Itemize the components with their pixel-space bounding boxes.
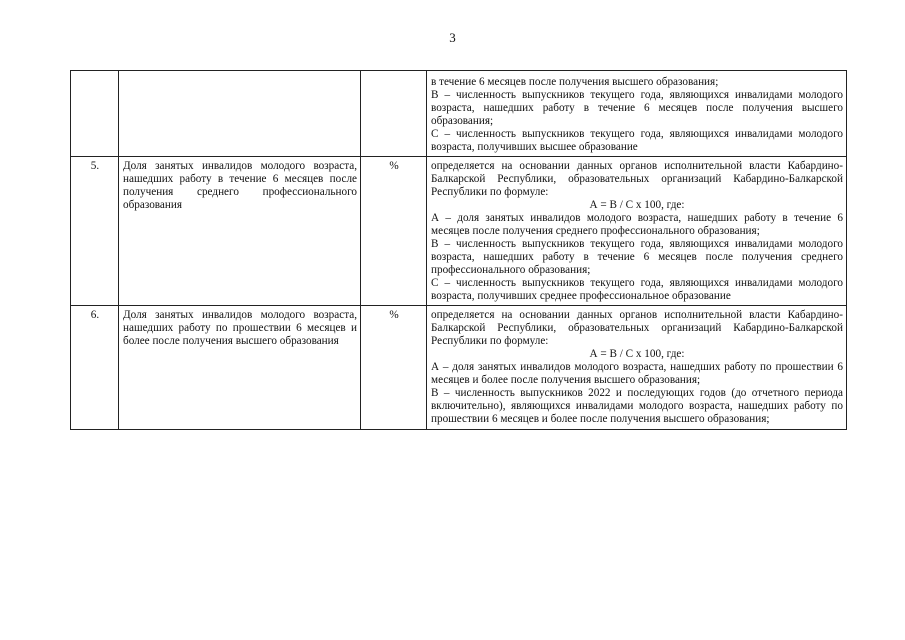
calculation-method [427,71,847,157]
row-number: 5. [71,157,119,306]
description-paragraph: В – численность выпускников текущего года, являющихся инвалидами молодого возраста, нашедших работу в течение 6 месяцев после получения высшего образования; [431,88,843,127]
description-paragraph: С – численность выпускников текущего года, являющихся инвалидами молодого возраста, получивших среднее профессиональное образование [431,276,843,302]
table-row [71,71,847,157]
description-paragraph: А – доля занятых инвалидов молодого возраста, нашедших работу по прошествии 6 месяцев и более после получения высшего образования; [431,361,843,386]
description-paragraph: в течение 6 месяцев после получения высшего образования; [431,76,719,88]
row-number [71,71,119,157]
unit-of-measure: % [361,157,427,306]
formula: А = В / С х 100, где: [589,348,685,361]
page-number: 3 [449,30,456,45]
table-row [71,157,847,306]
description-intro: определяется на основании данных органов исполнительной власти Кабардино-Балкарской Республики, образовательных организаций Кабардино-Балкарской Республики по формуле: [431,309,843,348]
row-number: 6. [71,306,119,429]
description-intro: определяется на основании данных органов исполнительной власти Кабардино-Балкарской Республики, образовательных организаций Кабардино-Балкарской Республики по формуле: [431,160,843,199]
indicators-table [70,70,847,430]
indicator-name: Доля занятых инвалидов молодого возраста, нашедших работу в течение 6 месяцев после получения среднего профессионального образования [119,157,361,306]
indicator-name [119,71,361,157]
description-paragraph: В – численность выпускников 2022 и последующих годов (до отчетного периода включительно), являющихся инвалидами молодого возраста, нашедших работу по прошествии 6 месяцев и более после получения высшего образования; [431,386,843,425]
table-row [71,306,847,429]
unit-of-measure [361,71,427,157]
description-paragraph: С – численность выпускников текущего года, являющихся инвалидами молодого возраста, получивших высшее образование [431,127,843,153]
description-paragraph: В – численность выпускников текущего года, являющихся инвалидами молодого возраста, нашедших работу в течение 6 месяцев после получения среднего профессионального образования; [431,237,843,276]
description-paragraph: А – доля занятых инвалидов молодого возраста, нашедших работу в течение 6 месяцев после получения среднего профессионального образования; [431,212,843,237]
formula: А = В / С х 100, где: [589,199,685,212]
calculation-method [427,306,847,429]
calculation-method [427,157,847,306]
indicator-name: Доля занятых инвалидов молодого возраста, нашедших работу по прошествии 6 месяцев и более после получения высшего образования [119,306,361,429]
unit-of-measure: % [361,306,427,429]
